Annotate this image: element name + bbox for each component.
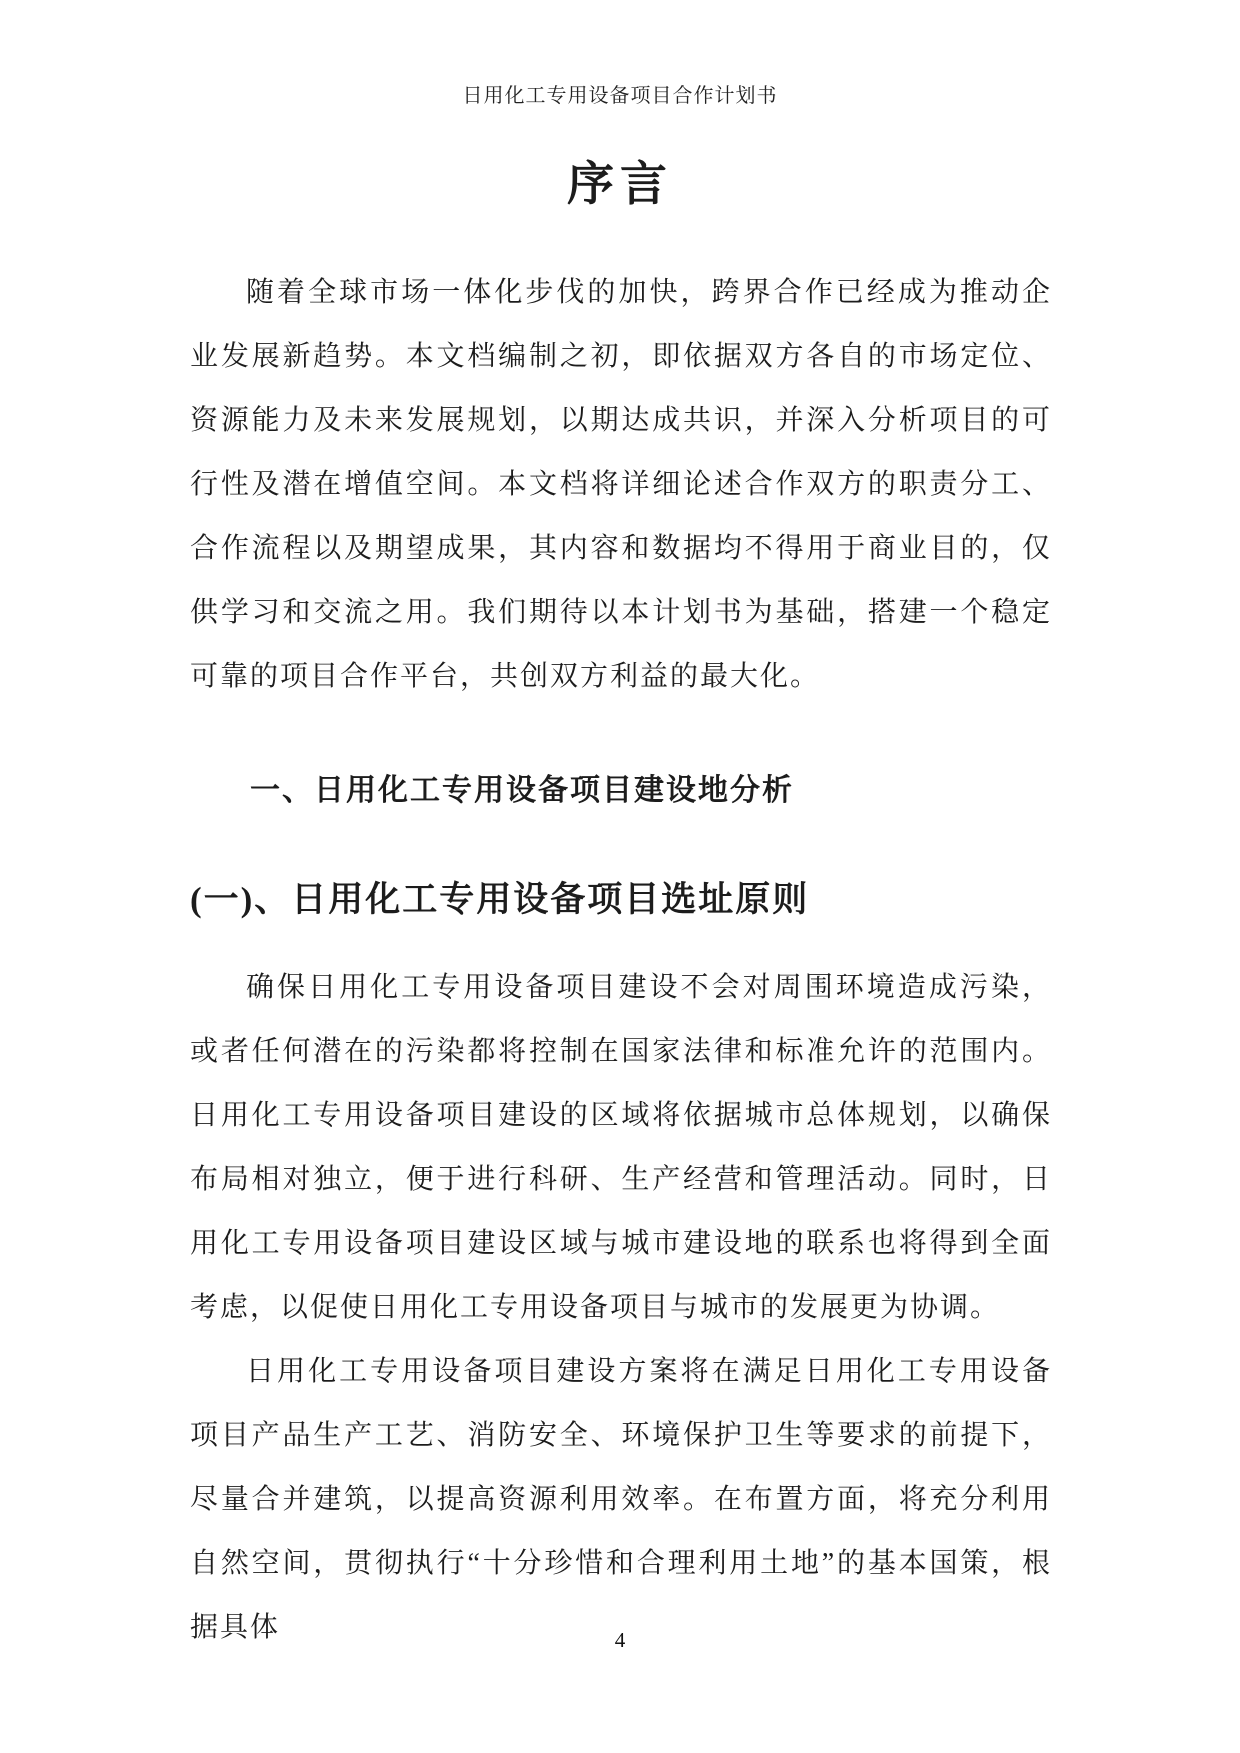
- subsection-heading-site-selection-principles: (一)、日用化工专用设备项目选址原则: [190, 880, 810, 919]
- page-number: 4: [614, 1628, 626, 1652]
- page-title: 序言: [567, 159, 673, 211]
- preface-paragraph: 随着全球市场一体化步伐的加快，跨界合作已经成为推动企业发展新趋势。本文档编制之初，即依据双方各自的市场定位、资源能力及未来发展规划，以期达成共识，并深入分析项目的可行性及潜在增值空间。本文档将详细论述合作双方的职责分工、合作流程以及期望成果，其内容和数据均不得用于商业目的，仅供学习和交流之用。我们期待以本计划书为基础，搭建一个稳定可靠的项目合作平台，共创双方利益的最大化。: [190, 277, 1052, 692]
- site-selection-paragraph: 确保日用化工专用设备项目建设不会对周围环境造成污染，或者任何潜在的污染都将控制在国家法律和标准允许的范围内。日用化工专用设备项目建设的区域将依据城市总体规划，以确保布局相对独立，便于进行科研、生产经营和管理活动。同时，日用化工专用设备项目建设区域与城市建设地的联系也将得到全面考虑，以促使日用化工专用设备项目与城市的发展更为协调。: [190, 972, 1052, 1323]
- construction-plan-paragraph: 日用化工专用设备项目建设方案将在满足日用化工专用设备项目产品生产工艺、消防安全、环境保护卫生等要求的前提下，尽量合并建筑，以提高资源利用效率。在布置方面，将充分利用自然空间，贯彻执行“十分珍惜和合理利用土地”的基本国策，根据具体: [190, 1356, 1052, 1643]
- document-header: 日用化工专用设备项目合作计划书: [462, 85, 778, 107]
- section-heading-site-analysis: 一、日用化工专用设备项目建设地分析: [250, 774, 794, 807]
- document-body: [190, 261, 1052, 1660]
